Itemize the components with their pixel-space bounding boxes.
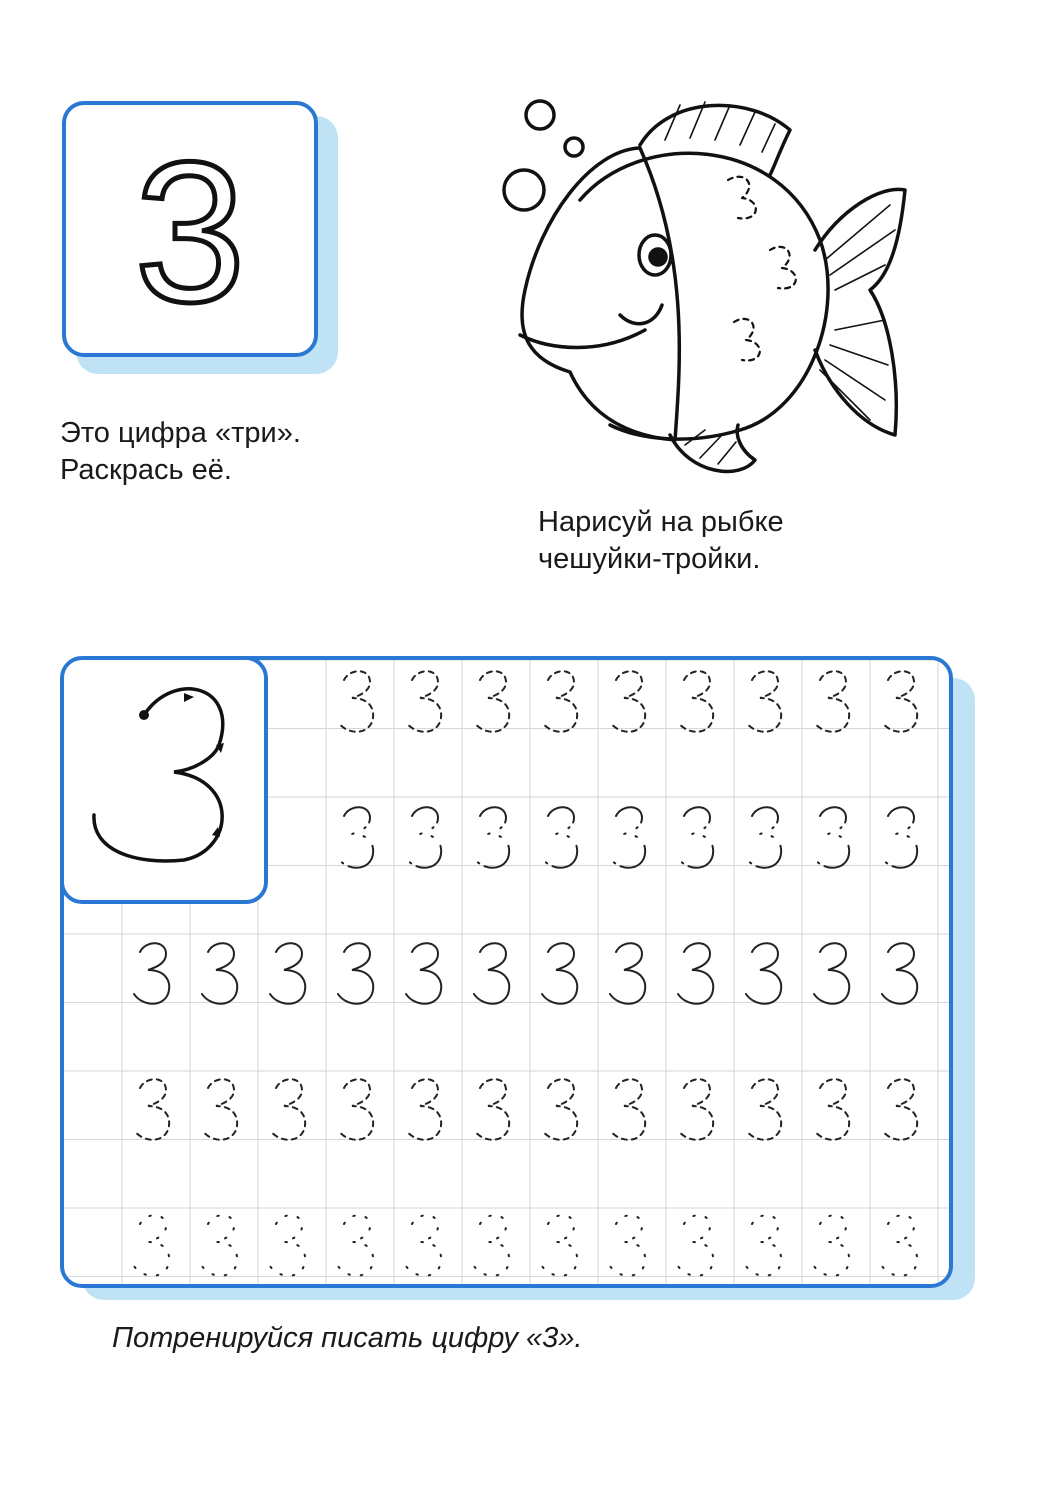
digit-caption (60, 415, 390, 489)
trace-three (746, 807, 781, 868)
trace-three (406, 943, 441, 1004)
bubble-icon (526, 101, 554, 129)
outlined-digit-three (66, 105, 314, 353)
trace-three (474, 1215, 509, 1276)
trace-three (610, 671, 645, 732)
trace-three (406, 671, 441, 732)
trace-three (678, 671, 713, 732)
trace-three (134, 1215, 169, 1276)
fish-body (580, 153, 828, 439)
trace-three (338, 943, 373, 1004)
trace-three (542, 671, 577, 732)
trace-three (134, 1079, 169, 1140)
trace-three (814, 1079, 849, 1140)
trace-three (814, 671, 849, 732)
trace-three (406, 1079, 441, 1140)
trace-three (678, 807, 713, 868)
trace-three (270, 1215, 305, 1276)
bubble-icon (504, 170, 544, 210)
trace-three (542, 1079, 577, 1140)
trace-three (746, 671, 781, 732)
trace-three (542, 943, 577, 1004)
trace-three (542, 1215, 577, 1276)
tail-fin (815, 189, 905, 435)
trace-three (678, 1215, 713, 1276)
trace-three (882, 1215, 917, 1276)
trace-three (406, 807, 441, 868)
trace-three (610, 1079, 645, 1140)
svg-text:3: 3 (134, 121, 246, 344)
practice-instruction: Потренируйся писать цифру «3». (112, 1322, 583, 1354)
trace-three (882, 671, 917, 732)
trace-three (474, 807, 509, 868)
trace-three (202, 1215, 237, 1276)
trace-three (746, 1079, 781, 1140)
arrow-icon (184, 693, 194, 702)
trace-three (610, 943, 645, 1004)
trace-three (202, 943, 237, 1004)
trace-three (678, 943, 713, 1004)
trace-three (338, 1215, 373, 1276)
trace-three (134, 943, 169, 1004)
trace-three (814, 943, 849, 1004)
trace-three (202, 1079, 237, 1140)
trace-three (270, 943, 305, 1004)
fish-mouth (520, 330, 645, 348)
trace-three (338, 1079, 373, 1140)
fish-caption-line2: чешуйки-тройки. (538, 543, 761, 575)
fish-illustration (490, 90, 920, 480)
trace-three (406, 1215, 441, 1276)
bottom-fin (670, 425, 755, 471)
trace-three (474, 943, 509, 1004)
bubble-icon (565, 138, 583, 156)
fish-smile (620, 305, 662, 324)
fish-caption-line1: Нарисуй на рыбке (538, 506, 784, 538)
trace-three (746, 1215, 781, 1276)
trace-three (338, 671, 373, 732)
trace-three (882, 943, 917, 1004)
trace-three (610, 807, 645, 868)
stroke-order-card (60, 656, 268, 904)
trace-three (882, 807, 917, 868)
trace-three (814, 807, 849, 868)
practice-frame (60, 656, 953, 1288)
fish-caption (538, 504, 898, 578)
trace-three (474, 1079, 509, 1140)
stroke-order-three (64, 660, 264, 900)
trace-three (610, 1215, 645, 1276)
trace-three (270, 1079, 305, 1140)
trace-three (814, 1215, 849, 1276)
trace-three (746, 943, 781, 1004)
digit-card (62, 101, 318, 357)
trace-three (882, 1079, 917, 1140)
digit-caption-line1: Это цифра «три». (60, 417, 301, 449)
trace-three (678, 1079, 713, 1140)
trace-three (542, 807, 577, 868)
digit-caption-line2: Раскрась её. (60, 454, 232, 486)
trace-three (474, 671, 509, 732)
trace-three (338, 807, 373, 868)
